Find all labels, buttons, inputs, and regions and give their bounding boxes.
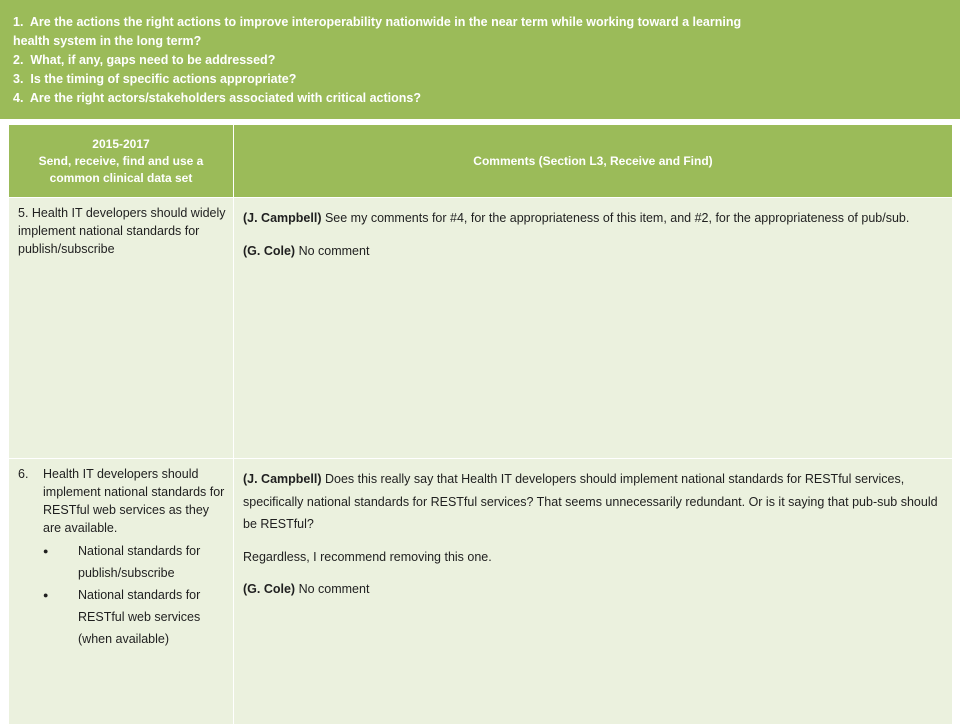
comment-text: No comment — [295, 582, 370, 596]
header-action-column — [9, 125, 234, 198]
comment-text: Regardless, I recommend removing this one. — [243, 549, 492, 564]
list-item-text: National standards for publish/subscribe — [78, 544, 201, 580]
comment-author: (G. Cole) — [243, 582, 296, 596]
comment — [243, 207, 944, 230]
list-item — [43, 540, 227, 584]
action-text: Health IT developers should implement national standards for RESTful web services as they are available. — [43, 467, 225, 535]
question-line: 2. What, if any, gaps need to be addressed? — [13, 53, 276, 67]
bullet-icon: ● — [43, 590, 49, 600]
question-line: 4. Are the right actors/stakeholders associated with critical actions? — [13, 91, 422, 105]
comment-text: Does this really say that Health IT developers should implement national standards for RESTful services, specifically national standards for RESTful services? That seems unnecessarily redundant. Or is it saying that pub-sub should be RESTful? — [243, 472, 938, 531]
questions-banner — [0, 0, 960, 119]
comments-table — [8, 124, 953, 725]
comment-author: (J. Campbell) — [243, 211, 322, 225]
action-cell — [9, 459, 234, 725]
question-line: health system in the long term? — [13, 34, 202, 48]
comment-author: (J. Campbell) — [243, 472, 322, 486]
sub-action-list — [18, 540, 227, 650]
action-number: 6. — [18, 467, 29, 481]
comments-table-container — [8, 124, 952, 712]
comment-text: No comment — [295, 243, 370, 258]
comments-cell — [234, 198, 953, 459]
question-line: 3. Is the timing of specific actions appropriate? — [13, 72, 297, 86]
list-item — [43, 584, 227, 650]
table-row — [9, 198, 953, 459]
header-action-title: Send, receive, find and use a common clinical data set — [38, 153, 204, 185]
comment — [243, 546, 944, 569]
comment — [243, 468, 944, 536]
table-header-row — [9, 125, 953, 198]
list-item-text: National standards for RESTful web services (when available) — [78, 588, 201, 646]
table-row — [9, 459, 953, 725]
comment — [243, 240, 944, 263]
comments-cell — [234, 459, 953, 725]
header-comments-column: Comments (Section L3, Receive and Find) — [234, 125, 953, 198]
bullet-icon: ● — [43, 546, 49, 556]
comment-author: (G. Cole) — [243, 243, 296, 258]
header-years: 2015-2017 — [92, 136, 150, 151]
action-text: 5. Health IT developers should widely implement national standards for publish/subscribe — [18, 206, 226, 256]
comment — [243, 578, 944, 601]
action-cell — [9, 198, 234, 459]
numbered-action — [18, 465, 227, 537]
question-line: 1. Are the actions the right actions to improve interoperability nationwide in the near term while working toward a learning — [13, 15, 742, 29]
comment-text: See my comments for #4, for the appropriateness of this item, and #2, for the appropriateness of pub/sub. — [321, 211, 910, 225]
